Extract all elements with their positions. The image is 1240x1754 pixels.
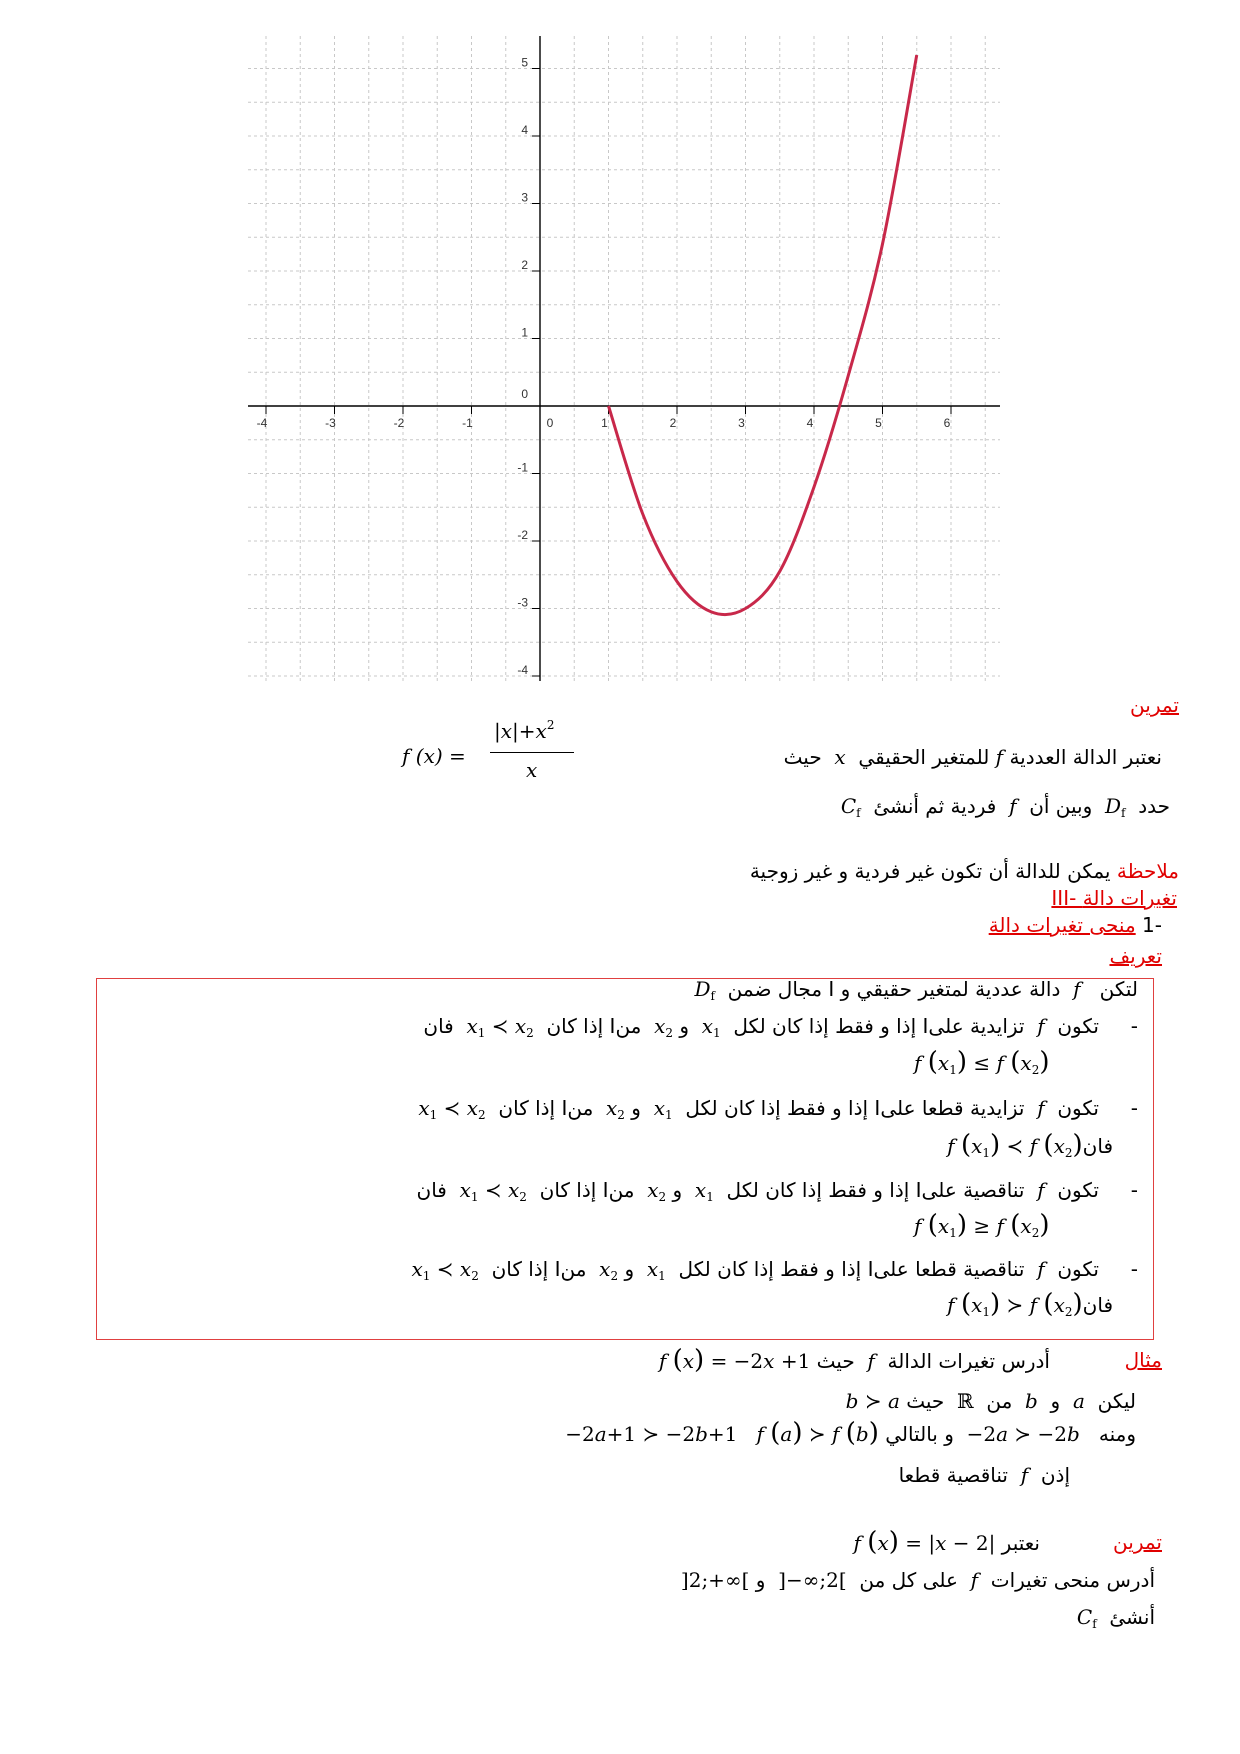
ex1-domain-symbol: $D_f$ xyxy=(1105,794,1132,820)
item-3-text-d: منI xyxy=(602,1178,635,1202)
ex1-text-c: حيث xyxy=(783,745,822,769)
function-curve xyxy=(609,55,917,615)
item-1-text-c: و xyxy=(679,1014,690,1038)
item-3-x2: $x_2$ xyxy=(647,1178,673,1204)
bullet-1: - xyxy=(1105,1014,1138,1038)
y-tick-label: -3 xyxy=(517,595,528,610)
x-tick-label: 5 xyxy=(875,416,882,430)
item-3-conclusion: f $(x_1) \ge f$ $(x_2)$ xyxy=(914,1210,1050,1240)
example-formula: f (x) = −2x +1 xyxy=(646,1345,811,1375)
x-tick-label: -2 xyxy=(393,416,405,430)
x-tick-label: 6 xyxy=(943,416,951,430)
def-f-symbol: f xyxy=(1066,977,1094,1001)
y-tick-label: -1 xyxy=(517,460,528,475)
example-line-4 xyxy=(899,1462,1070,1488)
x-tick-label: 0 xyxy=(546,416,554,430)
x-tick-label: -3 xyxy=(325,416,336,430)
note-label: ملاحظة xyxy=(1116,859,1179,883)
example-b: b xyxy=(1018,1389,1045,1413)
ex2-f: f xyxy=(964,1568,985,1592)
item-3-f: f xyxy=(1030,1178,1051,1202)
example-text-4b: تناقصية قطعا xyxy=(898,1463,1008,1487)
ex2-text-2a: أدرس منحى تغيرات xyxy=(990,1568,1155,1592)
item-2-relation: $x_1$ ≺ $x_2$ xyxy=(418,1096,493,1122)
item-4-text-c: و xyxy=(624,1257,635,1281)
example-text-1: أدرس تغيرات الدالة xyxy=(887,1349,1050,1373)
item-1-text-d: منI xyxy=(609,1014,642,1038)
example-ineq-1: −2a ≻ −2b xyxy=(966,1422,1093,1446)
item-2-text-c: و xyxy=(631,1096,641,1120)
item-2-text-b: تزايدية قطعا علىI إذا و فقط إذا كان لكل xyxy=(685,1096,1025,1120)
ex1-text-a: نعتبر الدالة العددية xyxy=(1009,745,1162,769)
def-domain-symbol: $D_f$ xyxy=(694,977,722,1003)
item-2-text-e: إذا كان xyxy=(498,1096,556,1120)
definition-item-4 xyxy=(412,1256,1138,1289)
item-1-text-a: تكون xyxy=(1057,1014,1099,1038)
example-text-3b: و بالتالي xyxy=(885,1422,954,1446)
item-4-x1: $x_1$ xyxy=(646,1257,673,1283)
item-1-conclusion: f $(x_1) \le f$ $(x_2)$ xyxy=(914,1047,1050,1077)
example-f-2: f xyxy=(1014,1463,1035,1487)
ex1-task-a: حدد xyxy=(1138,794,1170,818)
item-1-f: f xyxy=(1030,1014,1051,1038)
example-ineq-2: −2a+1 ≻ −2b+1 f (a) ≻ f (b) xyxy=(565,1418,879,1448)
ex2-text-1: نعتبر xyxy=(1001,1531,1040,1555)
x-tick-label: -1 xyxy=(462,416,473,430)
example-line-3 xyxy=(559,1420,1136,1447)
bullet-2: - xyxy=(1105,1096,1138,1120)
item-1-text-b: تزايدية علىI إذا و فقط إذا كان لكل xyxy=(733,1014,1025,1038)
ex1-f-symbol-2: f xyxy=(1002,794,1023,818)
item-4-text-b: تناقصية قطعا علىI إذا و فقط إذا كان لكل xyxy=(678,1257,1025,1281)
y-tick-label: 3 xyxy=(521,190,528,205)
y-tick-label: 5 xyxy=(521,55,528,70)
item-3-text-c: و xyxy=(672,1178,683,1202)
example-text-2b: و xyxy=(1050,1389,1061,1413)
example-a-lt-b: b ≻ a xyxy=(839,1389,900,1413)
function-graph xyxy=(240,36,1010,696)
item-2-text-f: فان xyxy=(1082,1134,1113,1158)
definition-intro xyxy=(694,976,1138,1009)
ex2-text-3: أنشئ xyxy=(1109,1605,1155,1629)
y-tick-label: 2 xyxy=(521,258,528,272)
item-2-text-a: تكون xyxy=(1057,1096,1099,1120)
ex1-task-c: فردية ثم أنشئ xyxy=(873,794,997,818)
example-a: a xyxy=(1066,1389,1092,1413)
item-2-x2: $x_2$ xyxy=(606,1096,632,1122)
bullet-3: - xyxy=(1105,1178,1138,1202)
example-text-2c: من xyxy=(986,1389,1013,1413)
item-4-text-d: منI xyxy=(554,1257,587,1281)
example-text-2a: ليكن xyxy=(1097,1389,1136,1413)
exercise-1-task xyxy=(841,793,1170,826)
exercise-1-heading: تمرين xyxy=(1130,693,1179,717)
example-reals: ℝ xyxy=(950,1389,980,1413)
ex2-interval-1: ]−∞;2[ xyxy=(771,1568,853,1592)
item-1-x1: $x_1$ xyxy=(701,1014,728,1040)
ex1-task-b: وبين أن xyxy=(1029,794,1093,818)
item-1-relation: $x_1$ ≺ $x_2$ xyxy=(466,1014,541,1040)
item-2-conclusion: فانf $(x_1)$ ≺ f $(x_2)$ xyxy=(947,1130,1113,1160)
exercise-1-statement xyxy=(784,744,1162,770)
example-line-2 xyxy=(839,1388,1136,1414)
y-tick-label: 4 xyxy=(521,123,528,137)
item-1-x2: $x_2$ xyxy=(654,1014,680,1040)
definition-item-1 xyxy=(423,1013,1138,1046)
note-text: يمكن للدالة أن تكون غير فردية و غير زوجية xyxy=(749,859,1111,883)
x-tick-label: -4 xyxy=(256,416,268,430)
graph-axes xyxy=(248,36,1000,681)
example-text-2d: حيث xyxy=(906,1389,945,1413)
item-2-f: f xyxy=(1030,1096,1051,1120)
bullet-4: - xyxy=(1105,1257,1138,1281)
item-1-text-f: فان xyxy=(423,1014,454,1038)
definition-heading: تعريف xyxy=(1109,944,1162,968)
item-3-text-f: فان xyxy=(416,1178,447,1202)
item-3-text-e: إذا كان xyxy=(539,1178,597,1202)
example-f: f xyxy=(861,1349,882,1373)
x-tick-label: 4 xyxy=(806,416,814,430)
exercise-2-line-1 xyxy=(841,1529,1040,1556)
item-3-text-a: تكون xyxy=(1057,1178,1099,1202)
subsection-title xyxy=(989,912,1162,938)
ex1-text-b: للمتغير الحقيقي xyxy=(858,745,990,769)
ex2-formula: f (x) = |x − 2| xyxy=(840,1527,996,1557)
item-4-conclusion: فانf $(x_1)$ ≻ f $(x_2)$ xyxy=(947,1289,1113,1319)
y-tick-label: -4 xyxy=(517,663,528,677)
section-title: III- تغيرات دالة xyxy=(1051,886,1177,910)
example-line-1 xyxy=(646,1347,1050,1374)
subsection-label: منحى تغيرات دالة xyxy=(988,913,1136,937)
item-3-x1: $x_1$ xyxy=(694,1178,721,1204)
x-tick-label: 1 xyxy=(601,416,608,430)
item-3-text-b: تناقصية علىI إذا و فقط إذا كان لكل xyxy=(726,1178,1025,1202)
y-tick-label: 1 xyxy=(521,325,528,340)
graph-grid xyxy=(248,36,1000,681)
ex2-interval-2: ]2;+∞[ xyxy=(674,1568,750,1592)
ex1-formula: f (x) = $|x|+x^2$ x xyxy=(402,716,582,792)
y-tick-label: 0 xyxy=(521,387,528,401)
note-line xyxy=(750,858,1179,884)
item-4-text-f: فان xyxy=(1082,1293,1113,1317)
x-tick-label: 3 xyxy=(738,416,745,430)
subsection-number: -1 xyxy=(1142,913,1162,937)
item-4-x2: $x_2$ xyxy=(599,1257,625,1283)
example-label: مثال xyxy=(1124,1348,1162,1372)
exercise-2-line-2 xyxy=(675,1567,1155,1593)
ex2-text-2c: و xyxy=(755,1568,766,1592)
item-4-text-a: تكون xyxy=(1057,1257,1099,1281)
example-text-4a: إذن xyxy=(1040,1463,1070,1487)
example-text-1b: حيث xyxy=(816,1349,855,1373)
example-text-3a: ومنه xyxy=(1098,1422,1136,1446)
ex2-curve-symbol: $C_f$ xyxy=(1076,1605,1103,1631)
item-4-relation: $x_1$ ≺ $x_2$ xyxy=(411,1257,486,1283)
ex1-curve-symbol: $C_f$ xyxy=(840,794,867,820)
y-tick-label: -2 xyxy=(517,528,528,542)
ex1-f-symbol: f xyxy=(995,745,1004,769)
item-4-f: f xyxy=(1030,1257,1051,1281)
exercise-2-line-3 xyxy=(1077,1604,1155,1637)
def-intro-b: دالة عددية لمتغير حقيقي و I مجال ضمن xyxy=(727,977,1061,1001)
definition-item-2 xyxy=(418,1095,1138,1128)
item-2-text-d: منI xyxy=(561,1096,594,1120)
ex1-x-symbol: x xyxy=(828,745,853,769)
item-1-text-e: إذا كان xyxy=(546,1014,604,1038)
item-4-text-e: إذا كان xyxy=(491,1257,549,1281)
definition-item-3 xyxy=(417,1177,1138,1210)
ex2-text-2b: على كل من xyxy=(859,1568,958,1592)
graph-tick-labels xyxy=(257,56,951,678)
item-3-relation: $x_1$ ≺ $x_2$ xyxy=(459,1178,534,1204)
def-intro-a: لتكن xyxy=(1099,977,1138,1001)
x-tick-label: 2 xyxy=(669,416,677,430)
exercise-2-heading: تمرين xyxy=(1113,1530,1162,1554)
item-2-x1: $x_1$ xyxy=(653,1096,679,1122)
